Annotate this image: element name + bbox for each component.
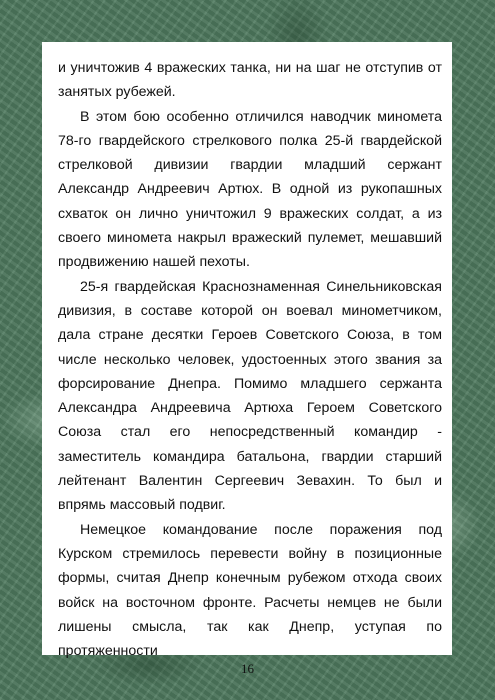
page-number: 16 (241, 661, 254, 676)
paragraph-2: В этом бою особенно отличился наводчик миномета 78-го гвардейского стрелкового полка 25-й гвардейской стрелковой дивизии гвардии младший сержант Александр Андреевич Артюх. В одной из рукопашных схваток он лично уничтожил 9 вражеских солдат, а из своего миномета накрыл вражеский пулемет, мешавший продвижению нашей пехоты. (58, 108, 442, 271)
page-sheet (42, 42, 452, 660)
paragraph-4: Немецкое командование после поражения под Курском стремилось перевести войну в позиционные формы, считая Днепр конечным рубежом отхода своих войск на восточном фронте. Расчеты немцев не были лишены смысла, так как Днепр, уступая по протяженности (58, 521, 442, 660)
paragraph-1: и уничтожив 4 вражеских танка, ни на шаг не отступив от занятых рубежей. (58, 60, 442, 101)
paragraph-3: 25-я гвардейская Краснознаменная Синельниковская дивизия, в составе которой он воевал минометчиком, дала стране десятки Героев Советского Союза, в том числе несколько человек, удостоенных этого звания за форсирование Днепра. Помимо младшего сержанта Александра Андреевича Артюха Героем Советского Союза стал его непосредственный командир - заместитель командира батальона, гвардии старший лейтенант Валентин Сергеевич Зевахин. То был и впрямь массовый подвиг. (58, 278, 442, 514)
